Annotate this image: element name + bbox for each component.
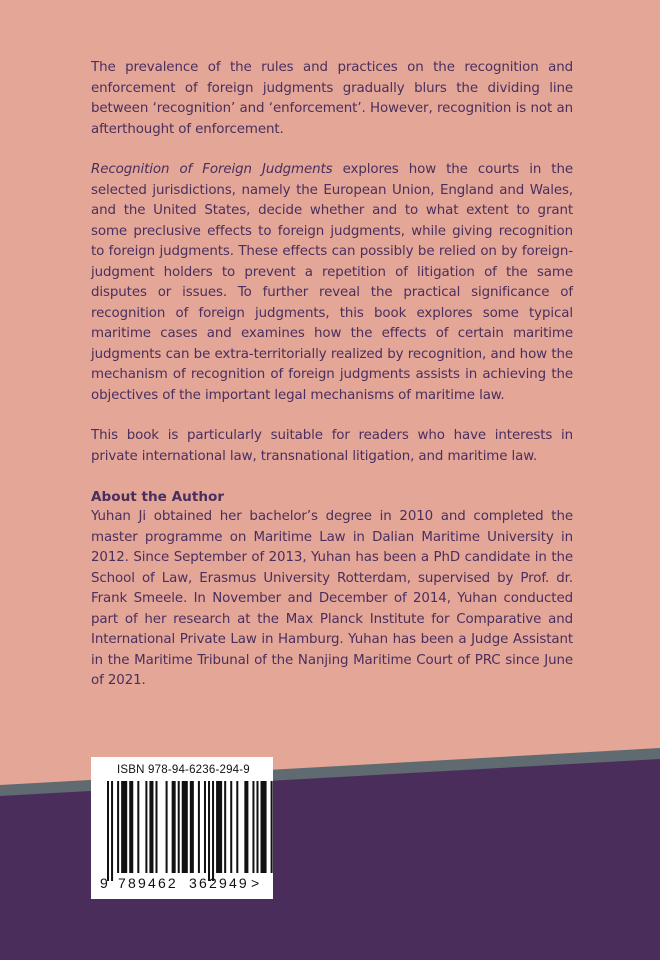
- barcode-bar: [172, 781, 176, 873]
- barcode-bars: [91, 781, 273, 881]
- barcode-bar: [216, 781, 222, 873]
- digit-end: >: [251, 875, 260, 891]
- barcode-bar: [149, 781, 153, 873]
- barcode-bar: [256, 781, 258, 873]
- intro-paragraph: The prevalence of the rules and practices on the recognition and enforcement of foreign judgments gradually blurs the dividing line between ‘recognition’ and ‘enforcement’. However, recognition is not an afterthought of enforcement.: [91, 60, 573, 137]
- barcode-bar: [190, 781, 194, 873]
- barcode-bar: [117, 781, 119, 873]
- barcode-bar: [107, 781, 109, 881]
- barcode-bar: [224, 781, 226, 873]
- barcode-bar: [178, 781, 180, 873]
- barcode-bar: [166, 781, 168, 873]
- book-title: Recognition of Foreign Judgments: [91, 162, 333, 177]
- about-author-heading: About the Author: [91, 489, 225, 505]
- barcode-bar: [111, 781, 113, 881]
- audience-paragraph: This book is particularly suitable for readers who have interests in private international law, transnational litigation, and maritime law.: [91, 428, 573, 464]
- description-paragraph: [91, 160, 573, 406]
- barcode-bar: [145, 781, 147, 873]
- barcode-bar: [155, 781, 157, 873]
- barcode-bar: [271, 781, 273, 873]
- barcode-bar: [261, 781, 267, 873]
- barcode-bar: [236, 781, 238, 873]
- barcode-bar: [204, 781, 206, 873]
- back-cover-text: [91, 58, 573, 712]
- isbn-label: ISBN 978-94-6236-294-9: [117, 764, 250, 776]
- barcode-bar: [182, 781, 188, 873]
- digit-lead: 9: [100, 875, 108, 891]
- barcode-bar: [121, 781, 127, 873]
- barcode-bar: [208, 781, 210, 881]
- barcode-bar: [198, 781, 200, 873]
- digit-group-2: 362949: [189, 875, 249, 891]
- about-author-text: Yuhan Ji obtained her bachelor’s degree in 2010 and completed the master programme on Maritime Law in Dalian Maritime University in 2012. Since September of 2013, Yuhan has been a PhD candidate in the School of Law, Erasmus University Rotterdam, supervised by Prof. dr. Frank Smeele. In November and December of 2014, Yuhan conducted part of her research at the Max Planck Institute for Comparative and International Private Law in Hamburg. Yuhan has been a Judge Assistant in the Maritime Tribunal of the Nanjing Maritime Court of PRC since June of 2021.: [91, 509, 573, 688]
- barcode-bar: [137, 781, 139, 873]
- digit-group-1: 789462: [118, 875, 178, 891]
- barcode-box: [91, 757, 273, 899]
- barcode-bar: [244, 781, 248, 873]
- barcode-bar: [129, 781, 133, 873]
- description-text: explores how the courts in the selected jurisdictions, namely the European Union, England and Wales, and the United States, decide whether and to what extent to grant some preclusive effects to foreign judgments, while giving recognition to foreign judgments. These effects can possibly be relied on by foreign-judgment holders to prevent a repetition of litigation of the same disputes or issues. To further reveal the practical significance of recognition of foreign judgments, this book explores some typical maritime cases and examines how the effects of certain maritime judgments can be extra-territorially realized by recognition, and how the mechanism of recognition of foreign judgments assists in achieving the objectives of the important legal mechanisms of maritime law.: [91, 162, 573, 403]
- barcode-bar: [252, 781, 254, 873]
- barcode-bar: [230, 781, 232, 873]
- barcode-bar: [212, 781, 214, 881]
- barcode-digits: [91, 875, 273, 895]
